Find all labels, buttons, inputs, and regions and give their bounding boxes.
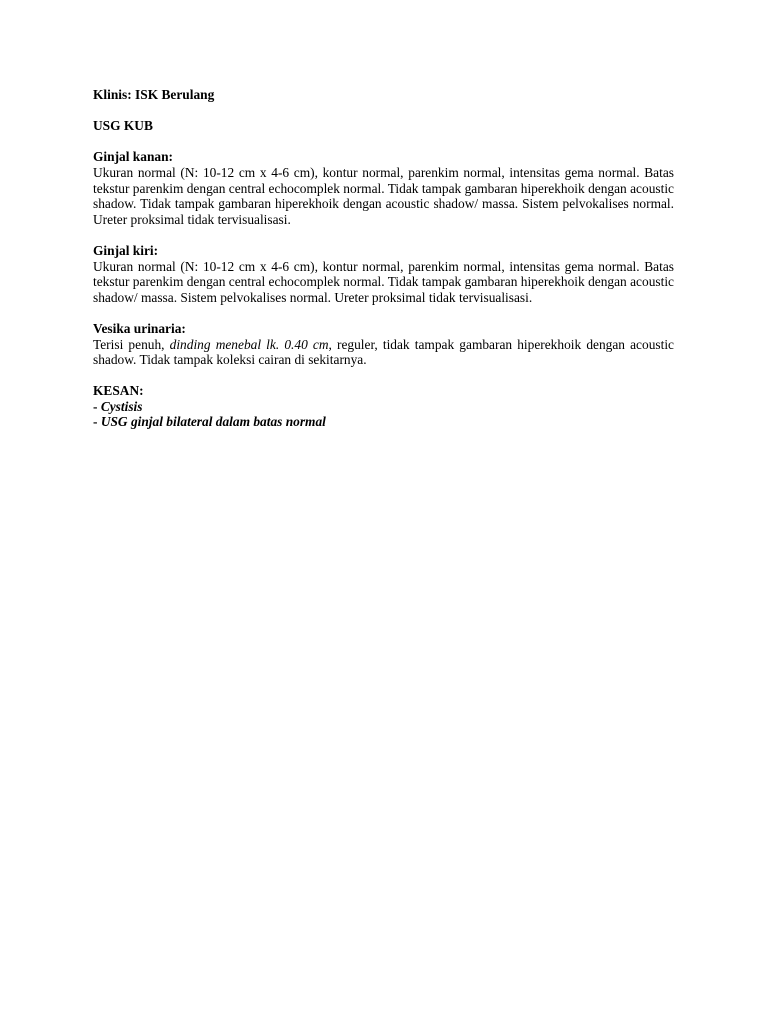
- spacer: [93, 368, 674, 384]
- bladder-body-italic: dinding menebal lk. 0.40 cm: [169, 336, 329, 352]
- spacer: [93, 134, 674, 150]
- section-bladder: [93, 321, 674, 368]
- kidney-right-body: Ukuran normal (N: 10-12 cm x 4-6 cm), kontur normal, parenkim normal, intensitas gema normal. Batas tekstur parenkim dengan central echocomplek normal. Tidak tampak gambaran hiperekhoik dengan acoustic shadow. Tidak tampak gambaran hiperekhoik dengan acoustic shadow/ massa. Sistem pelvokalises normal. Ureter proksimal tidak tervisualisasi.: [93, 164, 674, 227]
- section-kidney-left: [93, 243, 674, 305]
- impression-item: [93, 414, 674, 430]
- section-kidney-right: [93, 149, 674, 227]
- kidney-left-body: Ukuran normal (N: 10-12 cm x 4-6 cm), kontur normal, parenkim normal, intensitas gema normal. Batas tekstur parenkim dengan central echocomplek normal. Tidak tampak gambaran hiperekhoik dengan acoustic shadow/ massa. Sistem pelvokalises normal. Ureter proksimal tidak tervisualisasi.: [93, 258, 674, 305]
- kidney-right-heading: Ginjal kanan:: [93, 149, 173, 165]
- exam-title: USG KUB: [93, 118, 153, 134]
- spacer: [93, 103, 674, 119]
- impression-item-text: Cystisis: [100, 398, 143, 414]
- report-document: [93, 87, 674, 430]
- impression-item-bullet: -: [93, 414, 101, 430]
- spacer: [93, 227, 674, 243]
- impression-item: [93, 399, 674, 415]
- impression-item-text: USG ginjal bilateral dalam batas normal: [100, 414, 326, 430]
- bladder-body-end: , reguler, tidak tampak gambaran hiperekhoik dengan acoustic shadow. Tidak tampak koleksi cairan di sekitarnya.: [93, 336, 674, 368]
- section-impression: [93, 383, 674, 430]
- impression-item-bullet: -: [93, 398, 101, 414]
- clinical-info: Klinis: ISK Berulang: [93, 87, 215, 102]
- spacer: [93, 305, 674, 321]
- bladder-body: [93, 337, 674, 368]
- bladder-heading: Vesika urinaria:: [93, 320, 186, 336]
- bladder-body-start: Terisi penuh,: [93, 336, 170, 352]
- impression-heading: KESAN:: [93, 383, 144, 399]
- kidney-left-heading: Ginjal kiri:: [93, 242, 159, 258]
